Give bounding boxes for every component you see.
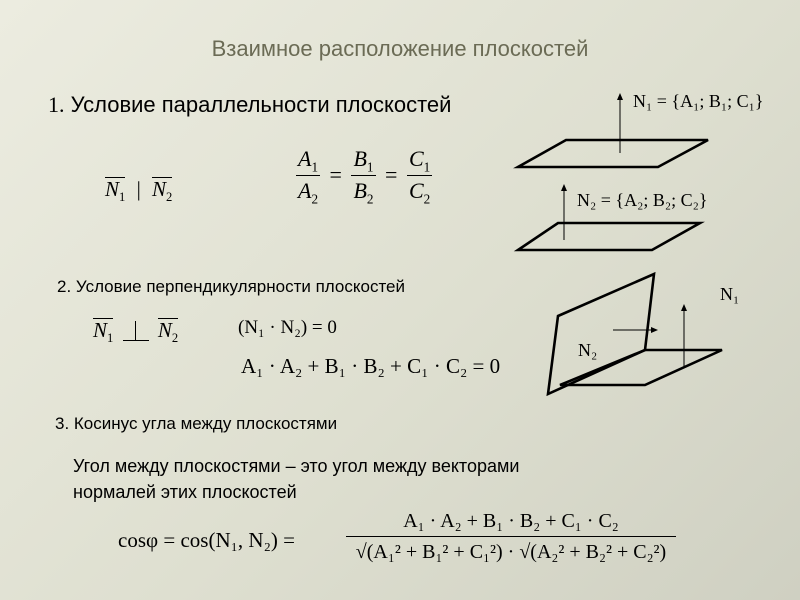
parallel-notation: $N_1$ | $N_2$ (105, 177, 173, 205)
page-title: Взаимное расположение плоскостей (211, 36, 589, 61)
bottom-plane (518, 223, 700, 250)
parallel-ratio-formula: $\frac{A_1}{A_2}$ = $\frac{B_1}{B_2}$ = $\frac{C_1}{C_2}$ (298, 146, 431, 207)
perpendicular-notation: $N_1$ $N_2$ (93, 318, 179, 346)
cosine-formula-numerator: A₁ · A₂ + B₁ · B₂ + C₁ · C₂ (403, 510, 619, 532)
n1-coordinates: N₁ = {A₁; B₁; C₁} (633, 91, 764, 111)
perpendicular-planes-diagram (540, 270, 800, 400)
section3-text (73, 453, 519, 505)
coordinate-equation: A₁ · A₂ + B₁ · B₂ + C₁ · C₂ = 0 (241, 354, 501, 378)
section1-heading-text: Условие параллельности плоскостей (70, 92, 452, 117)
vertical-plane (548, 274, 654, 394)
cosine-formula-denominator: √(A₁² + B₁² + C₁²) · √(A₂² + B₂² + C₂²) (346, 536, 676, 564)
section3-heading: 3. Косинус угла между плоскостями (55, 414, 338, 433)
section3-text-line2: нормалей этих плоскостей (73, 482, 297, 502)
dot-product-equation: (N₁ · N₂) = 0 (238, 317, 337, 338)
top-plane (518, 140, 708, 167)
cosine-formula-left: cosφ = cos(N₁, N₂) = (118, 528, 296, 552)
section3-text-line1: Угол между плоскостями – это угол между векторами (73, 456, 520, 476)
diagram-n2-label: N₂ (578, 340, 598, 360)
cosine-formula-fraction (346, 510, 676, 564)
section2-heading: 2. Условие перпендикулярности плоскостей (57, 277, 405, 296)
diagram-n1-label: N₁ (720, 284, 740, 304)
section1-number: 1. (48, 92, 65, 117)
n2-coordinates: N₂ = {A₂; B₂; C₂} (577, 190, 708, 210)
section1-heading (48, 92, 451, 118)
